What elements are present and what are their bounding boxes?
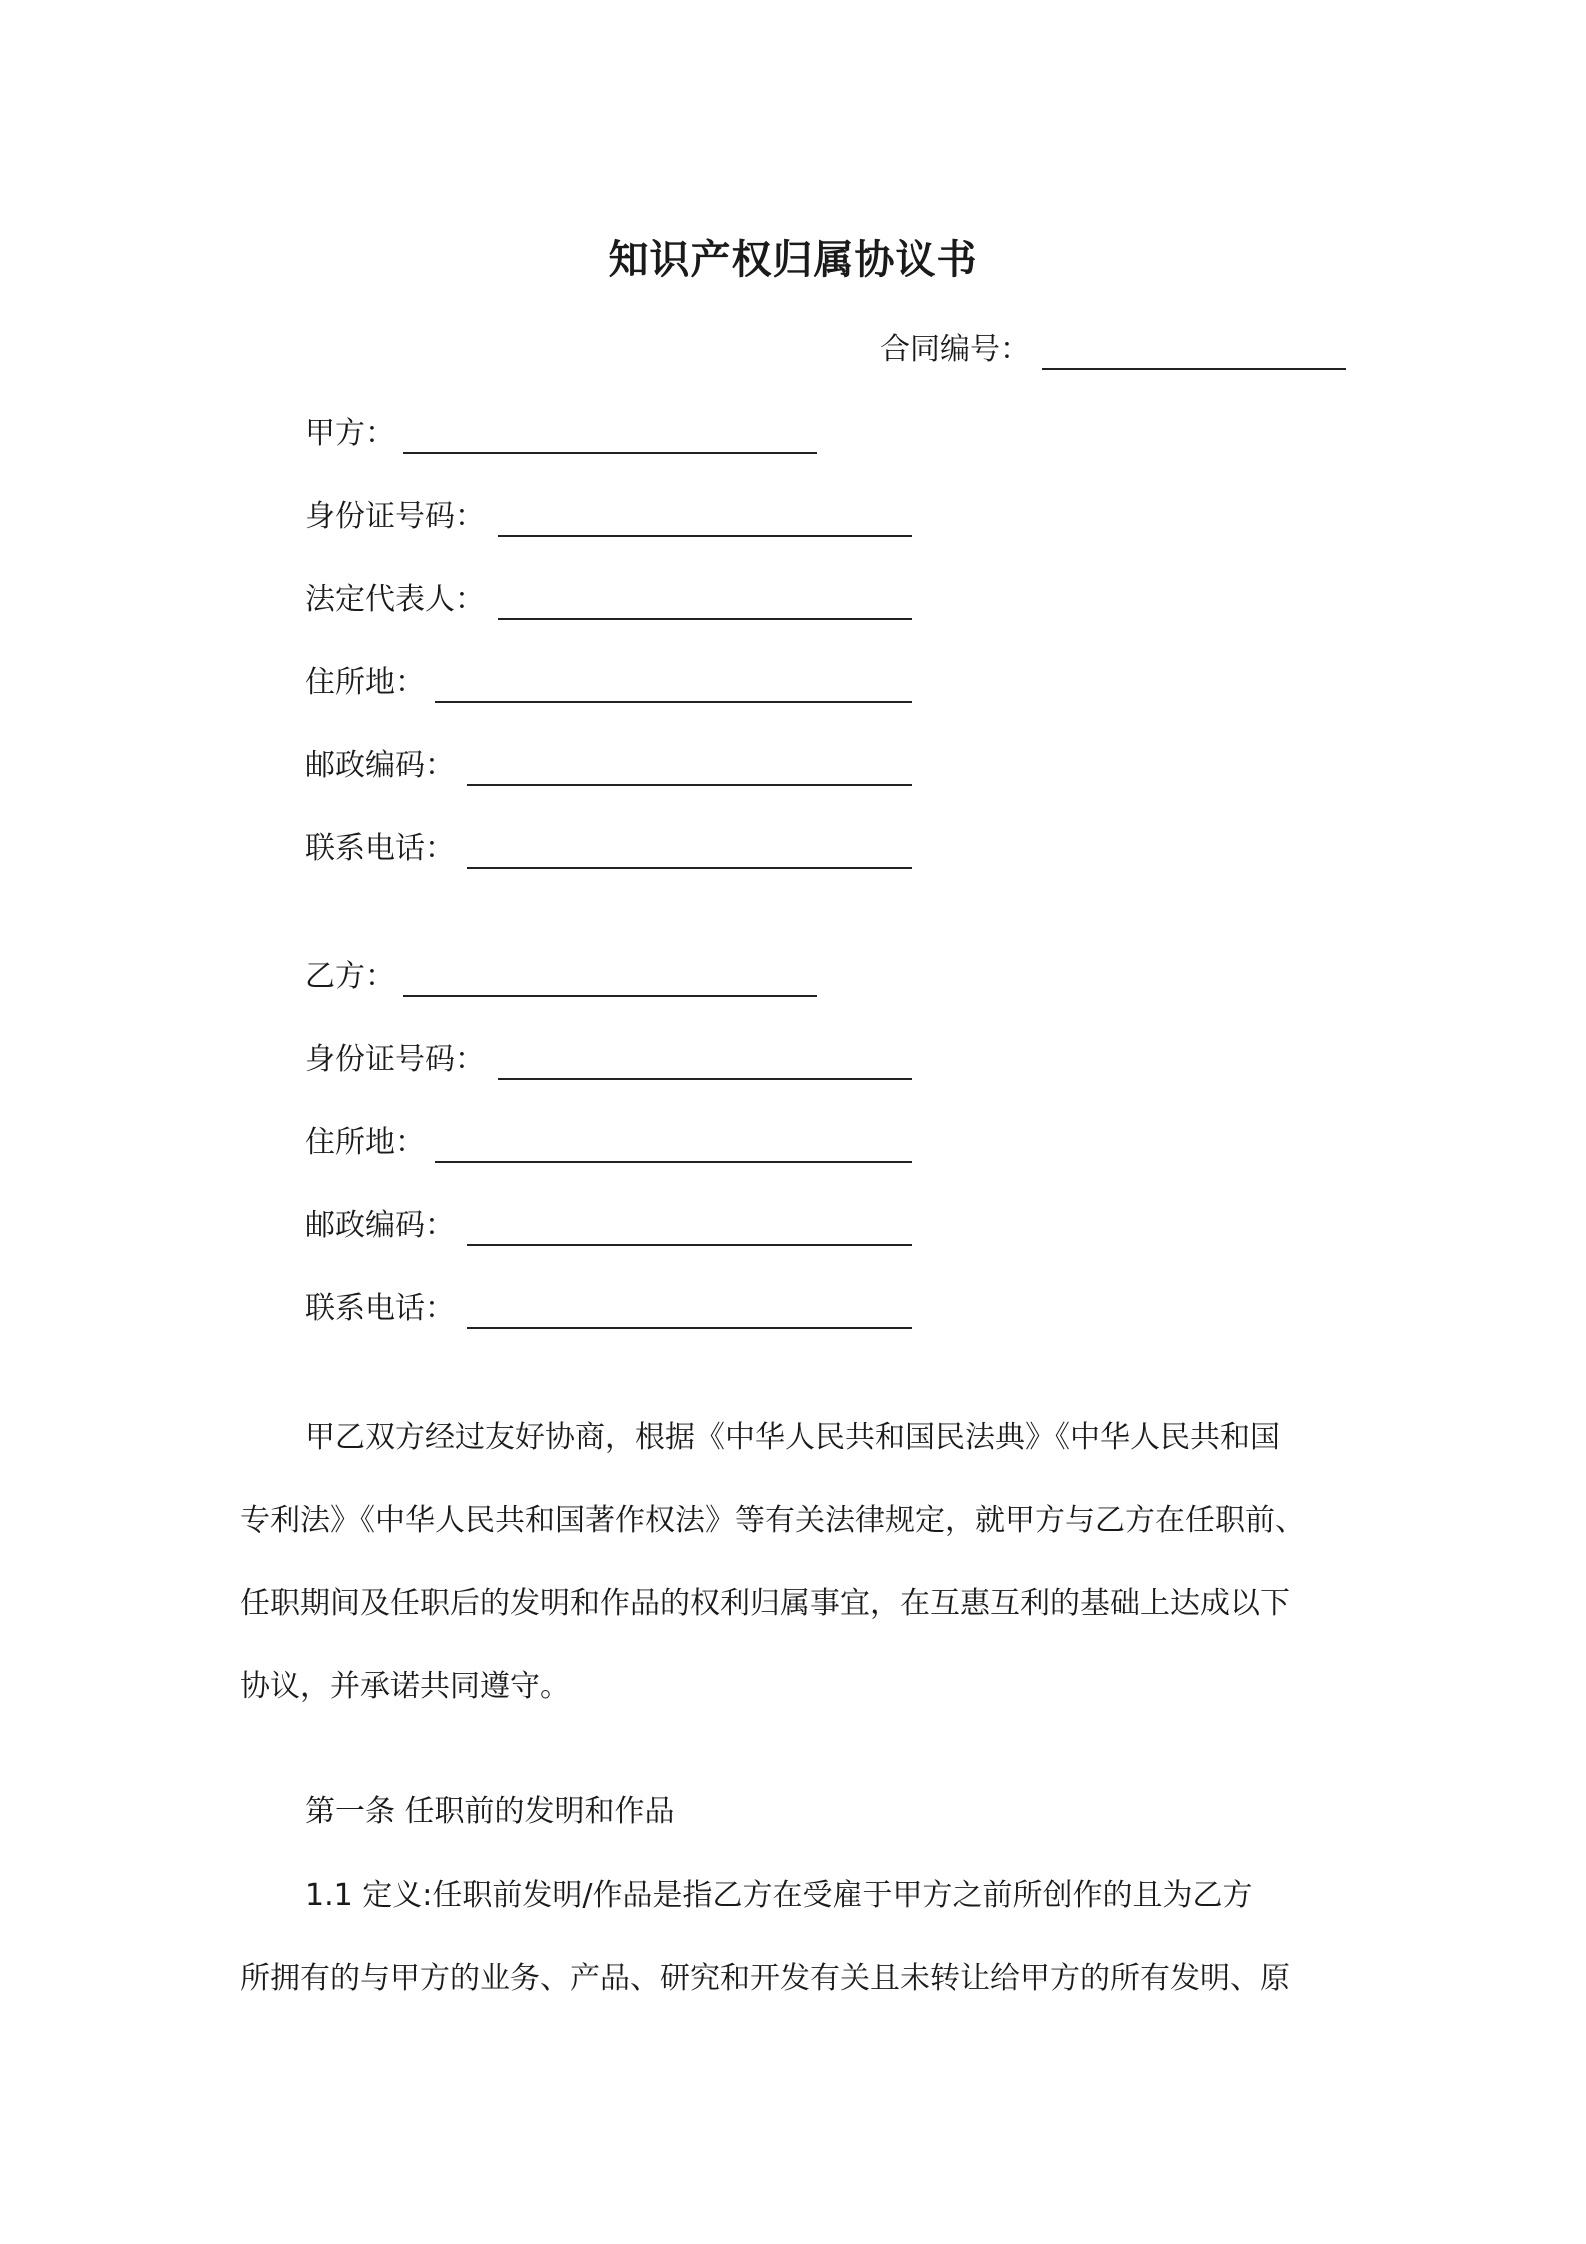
party-a-id-field — [305, 497, 925, 541]
party-a-rep-blank[interactable] — [498, 618, 912, 620]
party-b-address-field — [305, 1123, 925, 1167]
party-a-rep-label: 法定代表人： — [305, 582, 485, 617]
party-b-name-blank[interactable] — [403, 995, 817, 997]
article-line: 所拥有的与甲方的业务、产品、研究和开发有关且未转让给甲方的所有发明、原 — [240, 1961, 1290, 1996]
party-a-name-field — [305, 414, 825, 458]
party-b-address-label: 住所地： — [305, 1125, 425, 1160]
party-b-postcode-blank[interactable] — [467, 1244, 912, 1246]
article-line: 1.1 定义:任职前发明/作品是指乙方在受雇于甲方之前所创作的且为乙方 — [305, 1878, 1253, 1913]
party-b-name-field — [305, 957, 825, 1001]
party-b-phone-field — [305, 1289, 925, 1333]
party-a-postcode-field — [305, 746, 925, 790]
party-b-id-blank[interactable] — [498, 1078, 912, 1080]
party-a-address-label: 住所地： — [305, 665, 425, 700]
party-b-postcode-label: 邮政编码： — [305, 1208, 455, 1243]
article-1-paragraph — [240, 1876, 1360, 2006]
party-a-name-blank[interactable] — [403, 452, 817, 454]
party-b-postcode-field — [305, 1206, 925, 1250]
preamble-line: 协议，并承诺共同遵守。 — [240, 1669, 570, 1704]
contract-number-blank[interactable] — [1042, 368, 1346, 370]
party-a-postcode-label: 邮政编码： — [305, 748, 455, 783]
party-b-address-blank[interactable] — [435, 1161, 912, 1163]
contract-number-field — [880, 330, 1350, 374]
document-title: 知识产权归属协议书 — [608, 237, 978, 283]
preamble-paragraph — [240, 1418, 1360, 1758]
preamble-line: 专利法》《中华人民共和国著作权法》等有关法律规定，就甲方与乙方在任职前、 — [240, 1503, 1305, 1538]
preamble-line: 任职期间及任职后的发明和作品的权利归属事宜，在互惠互利的基础上达成以下 — [240, 1586, 1290, 1621]
party-a-address-field — [305, 663, 925, 707]
party-b-phone-blank[interactable] — [467, 1327, 912, 1329]
party-a-id-label: 身份证号码： — [305, 499, 485, 534]
party-a-address-blank[interactable] — [435, 701, 912, 703]
party-a-phone-blank[interactable] — [467, 867, 912, 869]
party-a-phone-field — [305, 829, 925, 873]
party-a-id-blank[interactable] — [498, 535, 912, 537]
party-a-name-label: 甲方： — [305, 416, 395, 451]
party-b-phone-label: 联系电话： — [305, 1291, 455, 1326]
contract-number-label: 合同编号： — [880, 332, 1030, 367]
party-a-rep-field — [305, 580, 925, 624]
article-1-heading — [240, 1792, 1360, 1836]
party-b-name-label: 乙方： — [305, 959, 395, 994]
party-a-postcode-blank[interactable] — [467, 784, 912, 786]
article-heading-text: 第一条 任职前的发明和作品 — [305, 1794, 675, 1829]
party-b-id-label: 身份证号码： — [305, 1042, 485, 1077]
party-a-phone-label: 联系电话： — [305, 831, 455, 866]
party-b-id-field — [305, 1040, 925, 1084]
preamble-line: 甲乙双方经过友好协商，根据《中华人民共和国民法典》《中华人民共和国 — [305, 1420, 1280, 1455]
